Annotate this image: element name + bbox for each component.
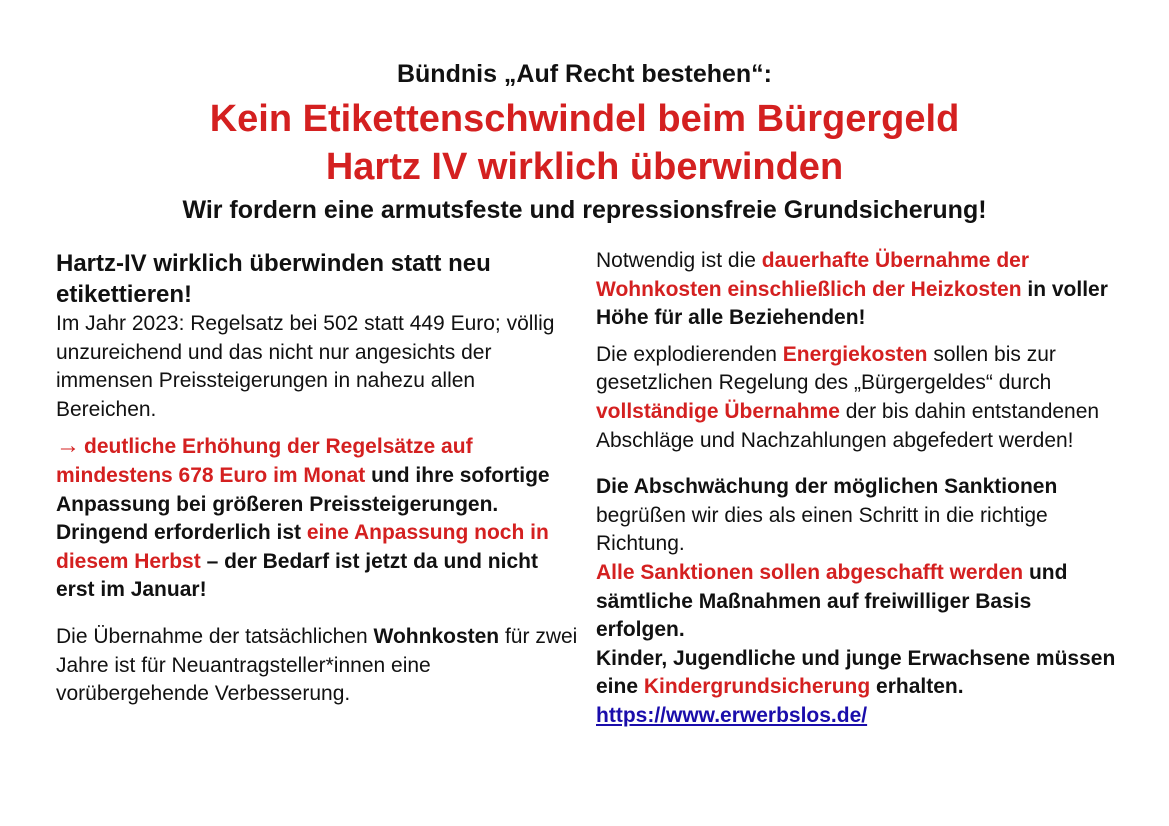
left-p4-a: Die Übernahme der tatsächlichen: [56, 624, 374, 648]
left-p3-b: – der Bedarf ist jetzt da und nicht erst im Januar!: [56, 549, 538, 602]
right-column: [596, 247, 1116, 731]
title-line-1: Kein Etikettenschwindel beim Bürgergeld: [209, 98, 960, 140]
left-p4-bold: Wohnkosten: [373, 624, 500, 648]
left-column: [56, 248, 578, 709]
right-p2-highlight-2: vollständige Übernahme: [596, 399, 840, 423]
right-p2-highlight-1: Energiekosten: [782, 342, 928, 366]
left-paragraph-4: [56, 623, 578, 709]
left-paragraph-1: Im Jahr 2023: Regelsatz bei 502 statt 449 Euro; völlig unzureichend und das nicht nur angesichts der immensen Preissteigerungen in nahezu allen Bereichen.: [56, 312, 555, 421]
header-tagline: Wir fordern eine armutsfeste und repressionsfreie Grundsicherung!: [182, 196, 987, 224]
left-p4-b: für zwei Jahre ist für Neuantragsteller*innen eine vorübergehende Verbesserung.: [56, 624, 578, 706]
header-subtitle: Bündnis „Auf Recht bestehen“:: [396, 60, 772, 88]
right-p3-bold: Die Abschwächung der möglichen Sanktionen: [596, 475, 1058, 499]
right-p4-bold: und sämtliche Maßnahmen auf freiwilliger Basis erfolgen.: [596, 560, 1068, 642]
right-p1-highlight: dauerhafte Übernahme der Wohnkosten einschließlich der Heizkosten: [596, 249, 1030, 301]
arrow-right-icon: →: [56, 432, 80, 460]
right-paragraph-3: [596, 473, 1116, 559]
left-p2-rest: und ihre sofortige Anpassung bei größeren Preissteigerungen.: [56, 463, 550, 516]
right-p5-b: erhalten.: [870, 675, 964, 699]
left-p3-a: Dringend erforderlich ist: [56, 521, 307, 545]
page-title: [0, 95, 1169, 191]
right-p3-rest: begrüßen wir dies als einen Schritt in die richtige Richtung.: [596, 503, 1048, 556]
right-paragraph-2: [596, 341, 1116, 455]
right-p2-b: sollen bis zur gesetzlichen Regelung des „Bürgergeldes“ durch: [596, 342, 1056, 395]
title-line-2: Hartz IV wirklich überwinden: [325, 146, 844, 188]
left-paragraph-2: [56, 432, 578, 519]
website-link[interactable]: https://www.erwerbslos.de/: [596, 703, 868, 727]
right-paragraph-5: [596, 645, 1116, 731]
right-p1-bold: in voller Höhe für alle Beziehenden!: [596, 277, 1108, 330]
left-paragraph-3: [56, 519, 578, 605]
right-p2-a: Die explodierenden: [596, 342, 783, 366]
right-p4-highlight: Alle Sanktionen sollen abgeschafft werden: [596, 560, 1024, 584]
right-paragraph-4: [596, 559, 1116, 645]
right-p2-c: der bis dahin entstandenen Abschläge und Nachzahlungen abgefedert werden!: [596, 399, 1100, 452]
left-p3-highlight: eine Anpassung noch in diesem Herbst: [56, 521, 549, 573]
right-p1-a: Notwendig ist die: [596, 249, 762, 272]
left-heading: Hartz-IV wirklich überwinden statt neu etikettieren!: [56, 250, 491, 308]
right-paragraph-1: [596, 247, 1116, 333]
right-p5-a: Kinder, Jugendliche und junge Erwachsene müssen eine: [596, 646, 1116, 699]
left-p2-highlight: deutliche Erhöhung der Regelsätze auf mindestens 678 Euro im Monat: [56, 435, 473, 487]
right-p5-highlight: Kindergrundsicherung: [643, 675, 871, 699]
